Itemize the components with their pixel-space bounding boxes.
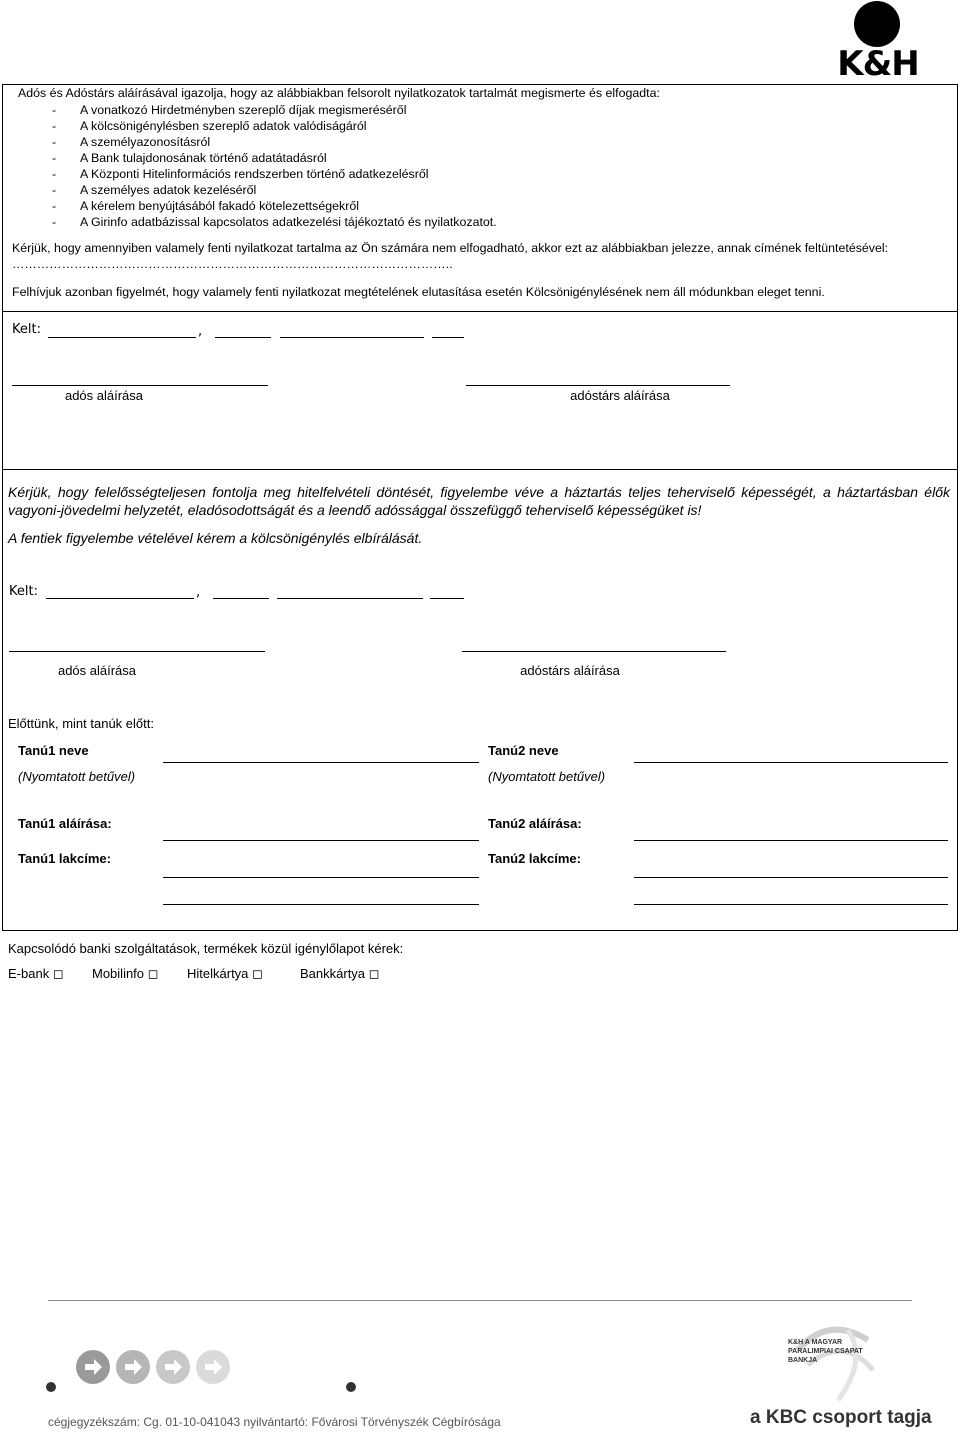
kh-logo (826, 0, 930, 84)
debtor-signature-line[interactable] (12, 385, 268, 386)
bullet-dot-icon (46, 1382, 56, 1392)
paralympic-badge (788, 1310, 878, 1405)
witness2-address-field-2[interactable] (634, 904, 948, 905)
kbc-group-tagline: a KBC csoport tagja (750, 1407, 932, 1428)
day-field[interactable] (432, 337, 464, 338)
footer-divider (48, 1300, 912, 1301)
witness1-name-label: Tanú1 neve (18, 743, 89, 758)
divider (3, 311, 957, 312)
witness1-address-label: Tanú1 lakcíme: (18, 851, 111, 866)
paralympic-text: K&H A MAGYAR PARALIMPIAI CSAPAT BANKJA (788, 1339, 863, 1364)
month-field[interactable] (280, 337, 424, 338)
refusal-notice: Felhívjuk azonban figyelmét, hogy valamely fenti nyilatkozat megtételének elutasítása esetén Kölcsönigénylésének nem áll módunkban eleget tenni. (12, 285, 825, 299)
codebtor-signature-label: adóstárs aláírása (520, 663, 620, 678)
arrow-right-icon (76, 1350, 110, 1384)
declaration-item: - A Girinfo adatbázissal kapcsolatos adatkezelési tájékoztató és nyilatkozatot. (18, 214, 497, 230)
debtor-signature-line[interactable] (9, 651, 265, 652)
witness2-name-field[interactable] (634, 762, 948, 763)
print-hint: (Nyomtatott betűvel) (488, 769, 606, 784)
kelt-label: Kelt: (9, 584, 38, 599)
witness2-signature-field[interactable] (634, 840, 948, 841)
arrow-right-icon (196, 1350, 230, 1384)
debtor-signature-label: adós aláírása (57, 663, 137, 678)
day-field[interactable] (430, 598, 464, 599)
debtor-signature-label: adós aláírása (64, 388, 144, 403)
declaration-item: - A személyazonosításról (18, 134, 497, 150)
witness2-signature-label: Tanú2 aláírása: (488, 816, 582, 831)
witness2-name-label: Tanú2 neve (488, 743, 559, 758)
place-field[interactable] (48, 337, 196, 338)
responsible-borrowing-advice: Kérjük, hogy felelősségteljesen fontolja meg hitelfelvételi döntését, figyelembe véve a háztartás teljes teherviselő képességét, a háztartásban élők vagyoni-jövedelmi helyzetét, eladósodottságát és a leendő adóssággal összefüggő teherviselő képességüket is! (8, 484, 950, 518)
witness2-address-field[interactable] (634, 877, 948, 878)
witness1-address-field[interactable] (163, 877, 479, 878)
year-field[interactable] (213, 598, 269, 599)
bullet-dot-icon (346, 1382, 356, 1392)
services-intro: Kapcsolódó banki szolgáltatások, termékek közül igénylőlapot kérek: (8, 941, 404, 956)
arrow-right-icon (116, 1350, 150, 1384)
place-field[interactable] (46, 598, 194, 599)
divider (3, 469, 957, 470)
kelt-label: Kelt: (12, 322, 41, 337)
comma: , (198, 324, 203, 339)
mobilinfo-option[interactable]: Mobilinfo ◻ (92, 966, 159, 981)
witness1-address-field-2[interactable] (163, 904, 479, 905)
witness1-signature-field[interactable] (163, 840, 479, 841)
declaration-item: - A kérelem benyújtásából fakadó kötelezettségekről (18, 198, 497, 214)
witnesses-intro: Előttünk, mint tanúk előtt: (8, 716, 154, 731)
bank-card-option[interactable]: Bankkártya ◻ (300, 966, 380, 981)
credit-card-option[interactable]: Hitelkártya ◻ (187, 966, 263, 981)
codebtor-signature-line[interactable] (462, 651, 726, 652)
codebtor-signature-label: adóstárs aláírása (570, 388, 670, 403)
year-field[interactable] (215, 337, 271, 338)
witness1-name-field[interactable] (163, 762, 479, 763)
logo-dot-icon (854, 1, 900, 47)
witness2-address-label: Tanú2 lakcíme: (488, 851, 581, 866)
declaration-item: - A személyes adatok kezeléséről (18, 182, 497, 198)
comma: , (196, 585, 201, 600)
witness1-signature-label: Tanú1 aláírása: (18, 816, 112, 831)
ebank-option[interactable]: E-bank ◻ (8, 966, 64, 981)
declaration-item: - A Központi Hitelinformációs rendszerben történő adatkezelésről (18, 166, 497, 182)
objection-request: Kérjük, hogy amennyiben valamely fenti nyilatkozat tartalma az Ön számára nem elfogadható, akkor ezt az alábbiakban jelezze, annak címének feltüntetésével: …………………………………………………………………………………………….. (12, 241, 889, 271)
month-field[interactable] (277, 598, 423, 599)
print-hint: (Nyomtatott betűvel) (18, 769, 136, 784)
declarations-list (18, 102, 497, 230)
declaration-item: - A vonatkozó Hirdetményben szereplő díjak megismeréséről (18, 102, 497, 118)
company-registration: cégjegyzékszám: Cg. 01-10-041043 nyilvántartó: Fővárosi Törvényszék Cégbírósága (48, 1415, 501, 1429)
declaration-item: - A Bank tulajdonosának történő adatátadásról (18, 150, 497, 166)
arrow-right-icon (156, 1350, 190, 1384)
codebtor-signature-line[interactable] (466, 385, 730, 386)
declarations-intro: Adós és Adóstárs aláírásával igazolja, hogy az alábbiakban felsorolt nyilatkozatok tartalmát megismerte és elfogadta: (18, 86, 660, 100)
assessment-request: A fentiek figyelembe vételével kérem a kölcsönigénylés elbírálását. (8, 530, 423, 546)
logo-text: K&H (837, 44, 919, 84)
declaration-item: - A kölcsönigénylésben szereplő adatok valódiságáról (18, 118, 497, 134)
